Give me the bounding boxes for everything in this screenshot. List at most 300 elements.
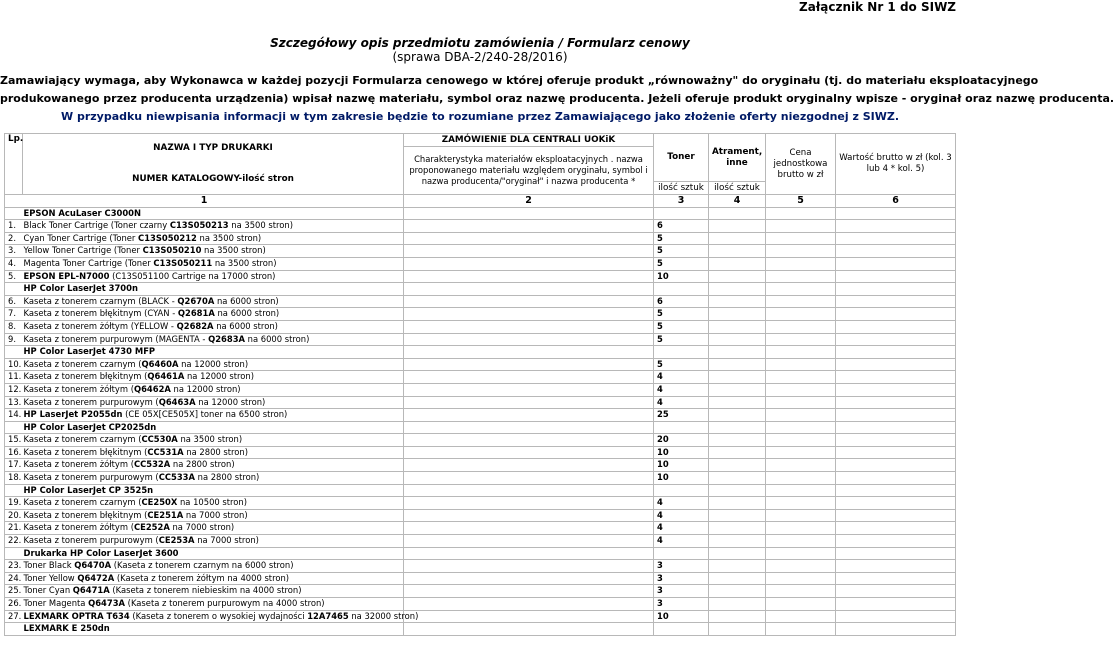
price-cell[interactable] xyxy=(766,547,836,560)
value-cell[interactable] xyxy=(836,497,956,510)
table-row xyxy=(5,383,956,396)
ink-qty-cell xyxy=(709,547,766,560)
item-name xyxy=(23,396,404,409)
price-cell[interactable] xyxy=(766,295,836,308)
item-name xyxy=(23,459,404,472)
table-row xyxy=(5,308,956,321)
toner-qty-cell xyxy=(654,421,709,434)
price-cell[interactable] xyxy=(766,421,836,434)
ink-qty-cell xyxy=(709,623,766,636)
characteristics-cell[interactable] xyxy=(404,572,654,585)
item-code: Q2681A xyxy=(177,308,215,319)
item-code: CE253A xyxy=(158,535,195,546)
item-name xyxy=(23,522,404,535)
toner-qty-cell xyxy=(654,207,709,220)
item-desc: na 6000 stron) xyxy=(213,320,278,331)
table-row xyxy=(5,371,956,384)
table-row xyxy=(5,560,956,573)
item-desc: (CE 05X[CE505X] toner na 6500 stron) xyxy=(122,409,288,420)
col-lp-header: Lp. xyxy=(5,134,23,195)
item-code: Q6470A xyxy=(74,560,112,571)
price-cell[interactable] xyxy=(766,320,836,333)
ink-qty-cell xyxy=(709,421,766,434)
price-cell[interactable] xyxy=(766,396,836,409)
lp-cell: 9. xyxy=(5,333,23,346)
price-cell[interactable] xyxy=(766,585,836,598)
value-cell[interactable] xyxy=(836,409,956,422)
value-cell[interactable] xyxy=(836,472,956,485)
table-row xyxy=(5,610,956,623)
ink-qty-cell xyxy=(709,446,766,459)
value-cell[interactable] xyxy=(836,207,956,220)
toner-qty-cell: 5 xyxy=(654,308,709,321)
ink-qty-cell xyxy=(709,295,766,308)
characteristics-cell[interactable] xyxy=(404,522,654,535)
value-cell[interactable] xyxy=(836,610,956,623)
col-name-header xyxy=(23,134,404,195)
price-cell[interactable] xyxy=(766,207,836,220)
table-row xyxy=(5,446,956,459)
item-code: C13S050213 xyxy=(169,220,229,231)
item-desc: na 6000 stron) xyxy=(214,295,279,306)
item-code: C13S050210 xyxy=(142,245,202,256)
price-cell[interactable] xyxy=(766,383,836,396)
lp-cell xyxy=(5,421,23,434)
value-cell[interactable] xyxy=(836,308,956,321)
ink-qty-cell xyxy=(709,497,766,510)
value-cell[interactable] xyxy=(836,623,956,636)
lp-cell: 24. xyxy=(5,572,23,585)
ink-qty-cell xyxy=(709,472,766,485)
characteristics-cell[interactable] xyxy=(404,446,654,459)
value-cell[interactable] xyxy=(836,371,956,384)
lp-cell: 15. xyxy=(5,434,23,447)
printer-name: HP Color LaserJet CP 3525n xyxy=(23,484,404,497)
lp-cell xyxy=(5,484,23,497)
value-cell[interactable] xyxy=(836,434,956,447)
value-cell[interactable] xyxy=(836,484,956,497)
price-cell[interactable] xyxy=(766,257,836,270)
characteristics-cell[interactable] xyxy=(404,346,654,359)
table-row xyxy=(5,257,956,270)
col-name-top: NAZWA I TYP DRUKARKI xyxy=(153,143,273,153)
characteristics-cell[interactable] xyxy=(404,535,654,548)
item-desc: Kaseta z tonerem purpurowym ( xyxy=(23,396,159,407)
toner-qty-cell: 5 xyxy=(654,232,709,245)
table-row xyxy=(5,333,956,346)
price-cell[interactable] xyxy=(766,572,836,585)
value-cell[interactable] xyxy=(836,560,956,573)
item-name xyxy=(23,446,404,459)
lp-cell: 6. xyxy=(5,295,23,308)
order-header: ZAMÓWIENIE DLA CENTRALI UOKiK xyxy=(404,134,654,147)
ink-qty-cell xyxy=(709,459,766,472)
document-title: Szczegółowy opis przedmiotu zamówienia / Formularz cenowy xyxy=(270,36,690,50)
item-code: Q6473A xyxy=(88,598,126,608)
toner-qty-cell: 20 xyxy=(654,434,709,447)
col-number: 6 xyxy=(836,195,956,208)
item-desc: na 6000 stron) xyxy=(245,333,310,344)
characteristics-cell[interactable] xyxy=(404,371,654,384)
item-name xyxy=(23,535,404,548)
item-desc: na 7000 stron) xyxy=(183,509,248,520)
table-row xyxy=(5,572,956,585)
value-cell[interactable] xyxy=(836,509,956,522)
value-cell[interactable] xyxy=(836,585,956,598)
characteristics-cell[interactable] xyxy=(404,295,654,308)
value-cell[interactable] xyxy=(836,547,956,560)
item-name xyxy=(23,610,419,623)
value-cell[interactable] xyxy=(836,522,956,535)
item-desc: Kaseta z tonerem błękitnym (CYAN - xyxy=(23,308,178,319)
printer-name: EPSON AcuLaser C3000N xyxy=(23,207,404,220)
item-name xyxy=(23,270,404,283)
price-cell[interactable] xyxy=(766,371,836,384)
characteristics-cell[interactable] xyxy=(404,459,654,472)
value-cell[interactable] xyxy=(836,421,956,434)
item-name xyxy=(23,371,404,384)
characteristics-cell[interactable] xyxy=(404,434,654,447)
item-desc: na 3500 stron) xyxy=(228,220,293,231)
table-row xyxy=(5,522,956,535)
characteristics-cell[interactable] xyxy=(404,497,654,510)
table-row xyxy=(5,396,956,409)
toner-qty-cell: 10 xyxy=(654,459,709,472)
col-characteristics-header: Charakterystyka materiałów eksploatacyjnych . nazwa proponowanego materiału względem oryginału, symbol i nazwa producenta/"oryginał" i nazwa producenta * xyxy=(404,147,654,195)
item-desc: (Kaseta z tonerem niebieskim na 4000 stron) xyxy=(109,585,302,596)
value-cell[interactable] xyxy=(836,320,956,333)
value-cell[interactable] xyxy=(836,232,956,245)
characteristics-cell[interactable] xyxy=(404,585,654,598)
value-cell[interactable] xyxy=(836,598,956,611)
col-number: 3 xyxy=(654,195,709,208)
lp-cell xyxy=(5,346,23,359)
toner-qty-cell: 6 xyxy=(654,295,709,308)
lp-cell: 10. xyxy=(5,358,23,371)
lp-cell: 12. xyxy=(5,383,23,396)
lp-cell: 26. xyxy=(5,598,23,611)
item-code: CC532A xyxy=(133,459,171,470)
lp-cell xyxy=(5,623,23,636)
lp-cell: 11. xyxy=(5,371,23,384)
item-code: C13S050212 xyxy=(138,232,197,243)
item-name xyxy=(23,497,404,510)
ink-qty-cell xyxy=(709,396,766,409)
item-code: CC531A xyxy=(147,446,184,457)
characteristics-cell[interactable] xyxy=(404,308,654,321)
value-cell[interactable] xyxy=(836,295,956,308)
intro-line-2: produkowanego przez producenta urządzenia) wpisał nazwę materiału, symbol oraz nazwę producenta. Jeżeli oferuje produkt oryginalny wpisze - oryginał oraz nazwę producenta. xyxy=(0,92,1114,105)
price-cell[interactable] xyxy=(766,623,836,636)
price-cell[interactable] xyxy=(766,333,836,346)
value-cell[interactable] xyxy=(836,459,956,472)
lp-cell: 25. xyxy=(5,585,23,598)
item-desc: Toner Magenta xyxy=(23,598,89,608)
lp-cell: 17. xyxy=(5,459,23,472)
item-desc: Magenta Toner Cartrige (Toner xyxy=(23,257,154,268)
toner-qty-cell: 10 xyxy=(654,270,709,283)
price-cell[interactable] xyxy=(766,220,836,233)
ink-qty-cell xyxy=(709,371,766,384)
characteristics-cell[interactable] xyxy=(404,270,654,283)
printer-name: HP Color LaserJet CP2025dn xyxy=(23,421,404,434)
toner-qty-cell: 4 xyxy=(654,497,709,510)
value-cell[interactable] xyxy=(836,346,956,359)
ink-qty-cell xyxy=(709,409,766,422)
characteristics-cell[interactable] xyxy=(404,421,654,434)
lp-cell: 19. xyxy=(5,497,23,510)
value-cell[interactable] xyxy=(836,383,956,396)
price-cell[interactable] xyxy=(766,560,836,573)
price-form-table xyxy=(4,133,956,636)
lp-cell: 3. xyxy=(5,245,23,258)
item-desc: Toner Black xyxy=(23,560,75,571)
item-desc: Kaseta z tonerem żółtym ( xyxy=(23,459,134,470)
item-desc: Kaseta z tonerem żółtym ( xyxy=(23,522,134,533)
price-cell[interactable] xyxy=(766,270,836,283)
toner-qty-cell: 3 xyxy=(654,572,709,585)
price-cell[interactable] xyxy=(766,434,836,447)
item-desc: na 3500 stron) xyxy=(177,434,243,445)
item-name xyxy=(23,572,404,585)
printer-name: HP Color LaserJet 3700n xyxy=(23,283,404,296)
printer-group-row xyxy=(5,207,956,220)
characteristics-cell[interactable] xyxy=(404,396,654,409)
item-name xyxy=(23,358,404,371)
item-code: Q6461A xyxy=(147,371,185,382)
characteristics-cell[interactable] xyxy=(404,333,654,346)
toner-qty-cell xyxy=(654,484,709,497)
characteristics-cell[interactable] xyxy=(404,358,654,371)
item-desc: na 3500 stron) xyxy=(196,232,262,243)
toner-qty-cell: 5 xyxy=(654,257,709,270)
price-cell[interactable] xyxy=(766,472,836,485)
item-desc: Kaseta z tonerem żółtym ( xyxy=(23,383,134,394)
lp-cell: 23. xyxy=(5,560,23,573)
lp-cell: 5. xyxy=(5,270,23,283)
item-desc: Yellow Toner Cartrige (Toner xyxy=(23,245,143,256)
characteristics-cell[interactable] xyxy=(404,484,654,497)
value-cell[interactable] xyxy=(836,572,956,585)
value-cell[interactable] xyxy=(836,220,956,233)
lp-cell: 8. xyxy=(5,320,23,333)
lp-cell: 27. xyxy=(5,610,23,623)
characteristics-cell[interactable] xyxy=(404,383,654,396)
item-name xyxy=(23,333,404,346)
item-desc: Toner Cyan xyxy=(23,585,73,596)
ink-qty-cell xyxy=(709,333,766,346)
price-cell[interactable] xyxy=(766,522,836,535)
table-row xyxy=(5,472,956,485)
lp-cell xyxy=(5,207,23,220)
price-cell[interactable] xyxy=(766,509,836,522)
value-cell[interactable] xyxy=(836,245,956,258)
item-desc: (Kaseta z tonerem purpurowym na 4000 stron) xyxy=(125,598,325,608)
lp-cell: 2. xyxy=(5,232,23,245)
price-cell[interactable] xyxy=(766,232,836,245)
item-name xyxy=(23,257,404,270)
toner-qty-cell: 3 xyxy=(654,585,709,598)
price-cell[interactable] xyxy=(766,497,836,510)
table-row xyxy=(5,320,956,333)
item-name xyxy=(23,434,404,447)
value-cell[interactable] xyxy=(836,270,956,283)
price-cell[interactable] xyxy=(766,346,836,359)
col-number: 4 xyxy=(709,195,766,208)
table-row xyxy=(5,220,956,233)
toner-qty-cell: 5 xyxy=(654,358,709,371)
item-code: Q2682A xyxy=(176,320,214,331)
characteristics-cell[interactable] xyxy=(404,220,654,233)
col-number: 5 xyxy=(766,195,836,208)
lp-cell: 21. xyxy=(5,522,23,535)
lp-cell: 18. xyxy=(5,472,23,485)
item-name xyxy=(23,383,404,396)
toner-qty-cell: 6 xyxy=(654,220,709,233)
toner-qty-cell: 10 xyxy=(654,472,709,485)
item-name xyxy=(23,560,404,573)
value-cell[interactable] xyxy=(836,333,956,346)
item-desc: na 12000 stron) xyxy=(178,358,249,369)
table-row xyxy=(5,585,956,598)
ink-qty-cell xyxy=(709,522,766,535)
characteristics-cell[interactable] xyxy=(404,560,654,573)
toner-qty-cell xyxy=(654,547,709,560)
characteristics-cell[interactable] xyxy=(404,547,654,560)
ink-qty-cell xyxy=(709,245,766,258)
characteristics-cell[interactable] xyxy=(404,257,654,270)
item-desc: Kaseta z tonerem żółtym (YELLOW - xyxy=(23,320,177,331)
col-number: 2 xyxy=(404,195,654,208)
value-cell[interactable] xyxy=(836,283,956,296)
item-desc: na 12000 stron) xyxy=(184,371,254,382)
item-desc: na 3500 stron) xyxy=(201,245,266,256)
ink-qty-cell xyxy=(709,560,766,573)
price-cell[interactable] xyxy=(766,283,836,296)
characteristics-cell[interactable] xyxy=(404,283,654,296)
column-numbers-row xyxy=(5,195,956,208)
item-name xyxy=(23,320,404,333)
characteristics-cell[interactable] xyxy=(404,207,654,220)
price-cell[interactable] xyxy=(766,535,836,548)
item-desc: na 7000 stron) xyxy=(194,535,259,546)
printer-name: LEXMARK E 250dn xyxy=(23,623,404,636)
price-cell[interactable] xyxy=(766,459,836,472)
ink-qty-cell xyxy=(709,598,766,611)
characteristics-cell[interactable] xyxy=(404,320,654,333)
item-desc: Kaseta z tonerem purpurowym (MAGENTA - xyxy=(23,333,209,344)
ink-qty-cell xyxy=(709,484,766,497)
value-cell[interactable] xyxy=(836,358,956,371)
price-cell[interactable] xyxy=(766,610,836,623)
ink-qty-cell xyxy=(709,232,766,245)
ink-qty-cell xyxy=(709,535,766,548)
item-name xyxy=(23,220,404,233)
toner-qty-cell: 4 xyxy=(654,535,709,548)
toner-qty-cell: 10 xyxy=(654,446,709,459)
item-name xyxy=(23,308,404,321)
toner-qty-cell xyxy=(654,283,709,296)
toner-qty-cell: 3 xyxy=(654,560,709,573)
characteristics-cell[interactable] xyxy=(404,509,654,522)
item-desc: na 2800 stron) xyxy=(183,446,249,457)
item-desc: (C13S051100 Cartrige na 17000 stron) xyxy=(109,270,276,281)
item-code: HP LaserJet P2055dn xyxy=(23,409,123,420)
table-row xyxy=(5,535,956,548)
ink-qty-cell xyxy=(709,358,766,371)
characteristics-cell[interactable] xyxy=(404,623,654,636)
item-desc: Toner Yellow xyxy=(23,572,78,583)
item-desc: Kaseta z tonerem błękitnym ( xyxy=(23,509,148,520)
item-name xyxy=(23,509,404,522)
ink-qty-cell xyxy=(709,220,766,233)
price-cell[interactable] xyxy=(766,245,836,258)
characteristics-cell[interactable] xyxy=(404,409,654,422)
value-cell[interactable] xyxy=(836,446,956,459)
item-code: Q6463A xyxy=(158,396,196,407)
value-cell[interactable] xyxy=(836,535,956,548)
item-code: CC530A xyxy=(141,434,178,445)
item-code: 12A7465 xyxy=(307,610,349,621)
lp-cell: 1. xyxy=(5,220,23,233)
item-desc: Kaseta z tonerem czarnym ( xyxy=(23,358,142,369)
characteristics-cell[interactable] xyxy=(404,245,654,258)
item-desc: (Kaseta z tonerem o wysokiej wydajności xyxy=(129,610,308,621)
lp-cell: 22. xyxy=(5,535,23,548)
printer-group-row xyxy=(5,484,956,497)
item-desc: Kaseta z tonerem purpurowym ( xyxy=(23,472,159,483)
item-desc: Kaseta z tonerem czarnym (BLACK - xyxy=(23,295,178,306)
value-cell[interactable] xyxy=(836,257,956,270)
table-row xyxy=(5,245,956,258)
item-desc: na 32000 stron) xyxy=(348,610,419,621)
table-row xyxy=(5,598,956,611)
table-row xyxy=(5,497,956,510)
annex-label: Załącznik Nr 1 do SIWZ xyxy=(799,0,956,14)
lp-cell: 20. xyxy=(5,509,23,522)
printer-group-row xyxy=(5,283,956,296)
item-code: CE250X xyxy=(141,497,178,508)
toner-qty-cell xyxy=(654,346,709,359)
toner-qty-cell: 4 xyxy=(654,509,709,522)
price-cell[interactable] xyxy=(766,484,836,497)
toner-qty-cell: 5 xyxy=(654,245,709,258)
characteristics-cell[interactable] xyxy=(404,472,654,485)
characteristics-cell[interactable] xyxy=(404,598,654,611)
table-row xyxy=(5,270,956,283)
item-name xyxy=(23,295,404,308)
table-row xyxy=(5,409,956,422)
toner-qty-cell: 5 xyxy=(654,333,709,346)
price-cell[interactable] xyxy=(766,598,836,611)
item-name xyxy=(23,585,404,598)
price-cell[interactable] xyxy=(766,409,836,422)
ink-qty-cell xyxy=(709,257,766,270)
lp-cell: 7. xyxy=(5,308,23,321)
price-cell[interactable] xyxy=(766,358,836,371)
ink-qty-cell xyxy=(709,346,766,359)
toner-qty-cell: 4 xyxy=(654,522,709,535)
characteristics-cell[interactable] xyxy=(404,232,654,245)
value-cell[interactable] xyxy=(836,396,956,409)
item-desc: Kaseta z tonerem błękitnym ( xyxy=(23,371,148,382)
lp-cell xyxy=(5,283,23,296)
price-cell[interactable] xyxy=(766,308,836,321)
characteristics-cell[interactable] xyxy=(404,610,654,623)
item-code: Q6462A xyxy=(133,383,171,394)
price-cell[interactable] xyxy=(766,446,836,459)
item-code: CE251A xyxy=(147,509,184,520)
